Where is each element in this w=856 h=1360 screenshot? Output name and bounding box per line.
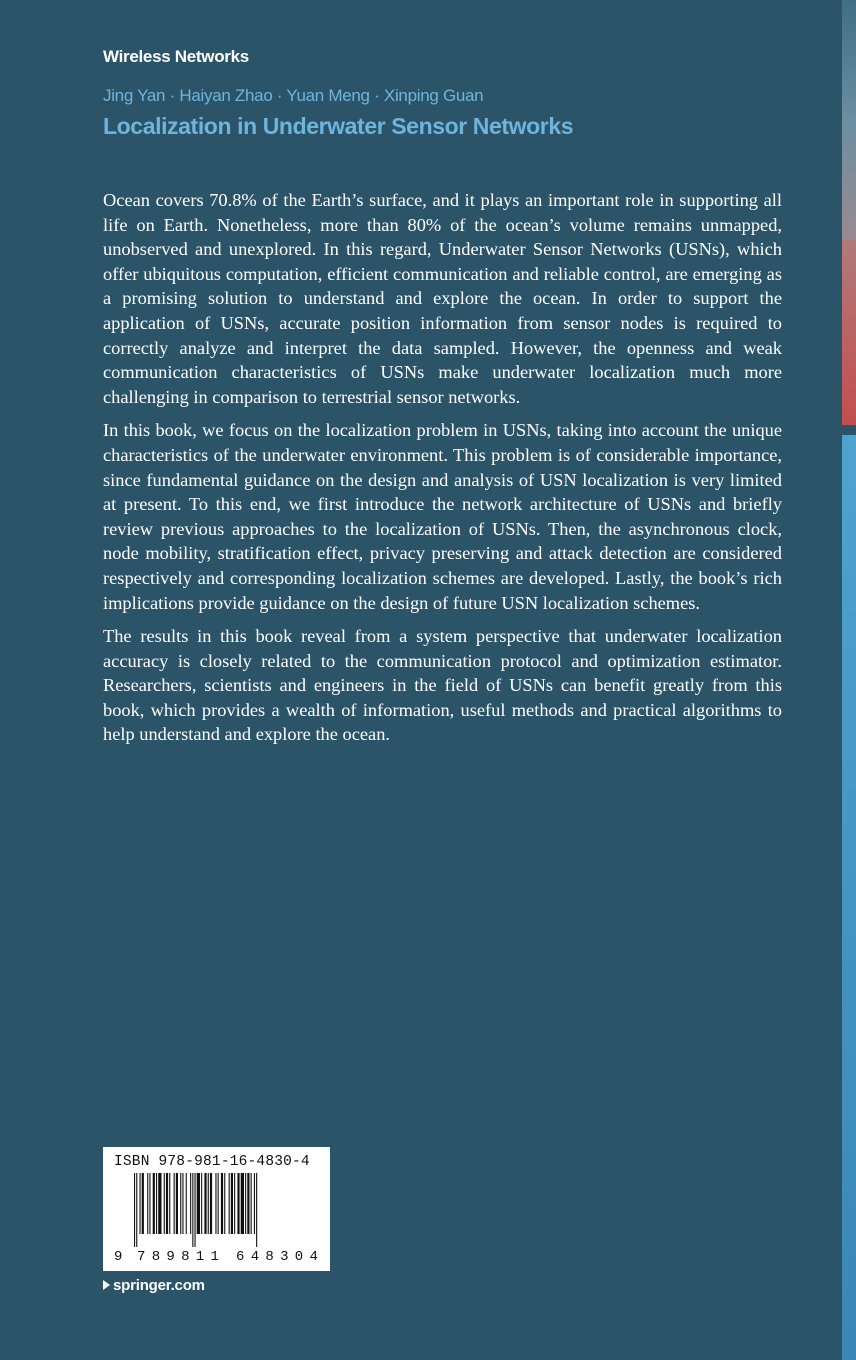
back-cover-blurb — [103, 188, 782, 756]
blurb-paragraph: Ocean covers 70.8% of the Earth’s surface, and it plays an important role in supporting all life on Earth. Nonetheless, more than 80% of the ocean’s volume remains unmapped, unobserved and unexplored. In this regard, Underwater Sensor Networks (USNs), which offer ubiquitous computation, efficient communication and reliable control, are emerging as a promising solution to understand and explore the ocean. In order to support the application of USNs, accurate position information from sensor nodes is required to correctly analyze and interpret the data sampled. However, the openness and weak communication characteristics of USNs make underwater localization much more challenging in comparison to terrestrial sensor networks. — [103, 190, 782, 407]
barcode-digit-group-right: 648304 — [236, 1249, 325, 1265]
cover-edge-strip — [842, 0, 856, 1360]
series-title: Wireless Networks — [103, 47, 249, 66]
blurb-paragraph: In this book, we focus on the localization problem in USNs, taking into account the unique characteristics of the underwater environment. This problem is of considerable importance, since fundamental guidance on the design and analysis of USN localization is very limited at present. To this end, we first introduce the network architecture of USNs and briefly review previous approaches to the localization of USNs. Then, the asynchronous clock, node mobility, stratification effect, privacy preserving and attack detection are considered respectively and corresponding localization schemes are developed. Lastly, the book’s rich implications provide guidance on the design of future USN localization schemes. — [103, 420, 782, 613]
blurb-paragraph: The results in this book reveal from a system perspective that underwater localization accuracy is closely related to the communication protocol and optimization estimator. Researchers, scientists and engineers in the field of USNs can benefit greatly from this book, which provides a wealth of information, useful methods and practical algorithms to help understand and explore the ocean. — [103, 626, 782, 745]
isbn-label: ISBN 978-981-16-4830-4 — [114, 1154, 310, 1170]
barcode-digits — [103, 1147, 330, 1271]
edge-segment — [842, 435, 856, 1360]
edge-segment — [842, 425, 856, 435]
edge-segment — [842, 0, 856, 120]
edge-segment — [842, 120, 856, 240]
barcode-digit-lead: 9 — [114, 1249, 123, 1265]
barcode-digit-group-left: 789811 — [137, 1249, 226, 1265]
publisher-url: springer.com — [113, 1277, 205, 1294]
author-list: Jing Yan · Haiyan Zhao · Yuan Meng · Xinping Guan — [103, 86, 484, 105]
book-title: Localization in Underwater Sensor Networks — [103, 113, 574, 139]
edge-segment — [842, 240, 856, 425]
publisher-link[interactable] — [103, 1277, 205, 1294]
isbn-barcode — [103, 1147, 330, 1271]
arrow-right-icon — [103, 1280, 110, 1290]
